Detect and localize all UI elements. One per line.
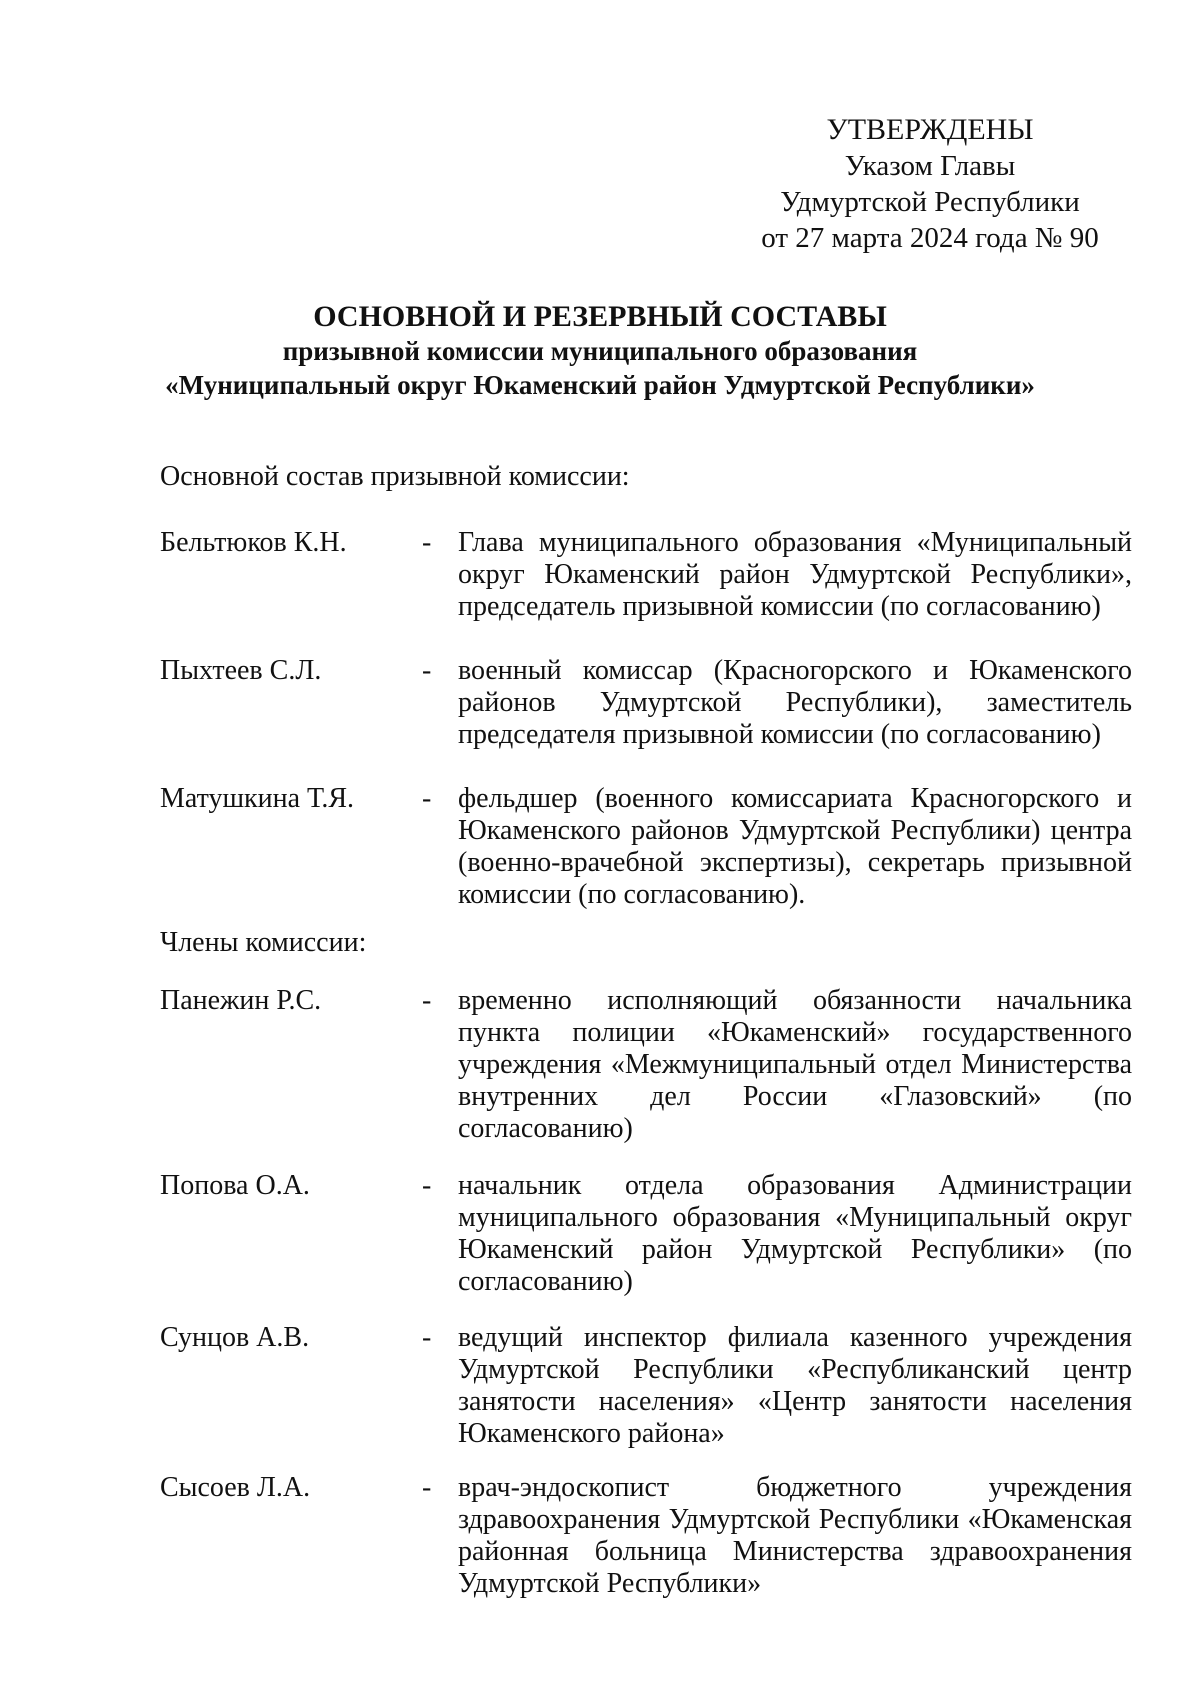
member-name: Сысоев Л.А.	[160, 1472, 311, 1503]
member-role: начальник отдела образования Администрации муниципального образования «Муниципальный округ Юкаменский район Удмуртской Республики» (по согласованию)	[458, 1170, 1132, 1297]
main-section-label: Основной состав призывной комиссии:	[160, 461, 630, 492]
member-role: врач-эндоскопист бюджетного учреждения здравоохранения Удмуртской Республики «Юкаменская районная больница Министерства здравоохранения Удмуртской Республики»	[458, 1472, 1132, 1599]
member-name: Матушкина Т.Я.	[160, 783, 355, 814]
member-name: Панежин Р.С.	[160, 985, 322, 1016]
members-section-label: Члены комиссии:	[160, 927, 367, 958]
separator-dash: -	[422, 1322, 432, 1353]
member-role: Глава муниципального образования «Муниципальный округ Юкаменский район Удмуртской Республики», председатель призывной комиссии (по согласованию)	[458, 527, 1132, 622]
approval-republic: Удмуртской Республики	[780, 186, 1080, 218]
separator-dash: -	[422, 1472, 432, 1503]
member-name: Попова О.А.	[160, 1170, 310, 1201]
member-name: Сунцов А.В.	[160, 1322, 310, 1353]
separator-dash: -	[422, 527, 432, 558]
member-role: временно исполняющий обязанности начальника пункта полиции «Юкаменский» государственного учреждения «Межмуниципальный отдел Министерства внутренних дел России «Глазовский» (по согласованию)	[458, 985, 1132, 1144]
document-municipality: «Муниципальный округ Юкаменский район Удмуртской Республики»	[165, 370, 1035, 400]
separator-dash: -	[422, 1170, 432, 1201]
separator-dash: -	[422, 655, 432, 686]
separator-dash: -	[422, 783, 432, 814]
document-title: ОСНОВНОЙ И РЕЗЕРВНЫЙ СОСТАВЫ	[313, 300, 887, 333]
member-role: ведущий инспектор филиала казенного учреждения Удмуртской Республики «Республиканский центр занятости населения» «Центр занятости населения Юкаменского района»	[458, 1322, 1132, 1449]
document-heading	[100, 300, 1100, 402]
approval-stamp	[760, 112, 1100, 256]
approval-date-number: от 27 марта 2024 года № 90	[761, 222, 1099, 254]
approval-title: УТВЕРЖДЕНЫ	[826, 113, 1034, 146]
separator-dash: -	[422, 985, 432, 1016]
member-name: Пыхтеев С.Л.	[160, 655, 322, 686]
member-role: военный комиссар (Красногорского и Юкаменского районов Удмуртской Республики), заместитель председателя призывной комиссии (по согласованию)	[458, 655, 1132, 750]
document-subtitle: призывной комиссии муниципального образования	[282, 336, 918, 366]
approval-by-decree: Указом Главы	[844, 150, 1016, 182]
member-name: Бельтюков К.Н.	[160, 527, 347, 558]
member-role: фельдшер (военного комиссариата Красногорского и Юкаменского районов Удмуртской Республики) центра (военно-врачебной экспертизы), секретарь призывной комиссии (по согласованию).	[458, 783, 1132, 910]
